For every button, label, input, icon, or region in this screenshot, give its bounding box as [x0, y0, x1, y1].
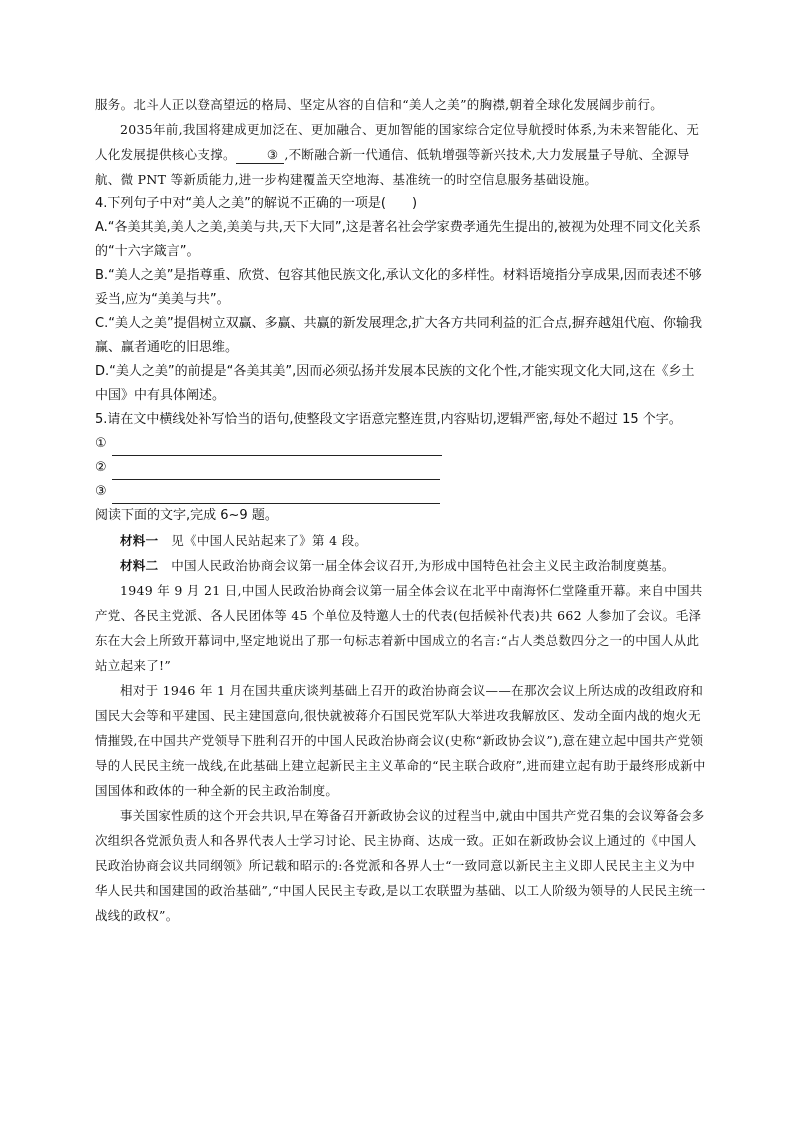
- question-4-stem: 4.下列句子中对“美人之美”的解说不正确的一项是( ): [95, 196, 418, 211]
- question-4-option-d: D.“美人之美”的前提是“各美其美”,因而必须弘扬并发展本民族的文化个性,才能实现文化大同,这在《乡土中国》中有具体阐述。: [95, 364, 695, 403]
- material-2-title: 中国人民政治协商会议第一届全体会议召开,为形成中国特色社会主义民主政治制度奠基。: [171, 558, 675, 573]
- reading-intro: 阅读下面的文字,完成 6~9 题。: [95, 508, 278, 523]
- passage-p2-after: ,不断融合新一代通信、低轨增强等新兴技术,大力发展量子导航、全源导航、微 PNT 等新质能力,进一步构建覆盖天空地海、基准统一的时空信息服务基础设施。: [95, 147, 690, 187]
- answer-label-1: ①: [95, 436, 107, 451]
- answer-underline-3: [112, 488, 440, 504]
- fill-blank-3: ③: [236, 146, 285, 164]
- material-2: [95, 553, 707, 578]
- material-1-label: 材料一: [120, 533, 159, 548]
- material-1: [95, 528, 707, 553]
- material-2-paragraph-1: 1949 年 9 月 21 日,中国人民政治协商会议第一届全体会议在北平中南海怀仁堂隆重开幕。来自中国共产党、各民主党派、各人民团体等 45 个单位及特邀人士的代表(包括候补代表)共 662 人参加了会议。毛泽东在大会上所致开幕词中,坚定地说出了那一句标志着新中国成立的名言:“占人类总数四分之一的中国人从此站立起来了!”: [95, 583, 703, 673]
- passage-line-1: 服务。北斗人正以登高望远的格局、坚定从容的自信和“美人之美”的胸襟,朝着全球化发展阔步前行。: [95, 97, 664, 112]
- answer-line-2: [95, 456, 707, 480]
- answer-line-1: [95, 432, 707, 456]
- answer-underline-1: [112, 440, 442, 456]
- material-2-paragraph-2: 相对于 1946 年 1 月在国共重庆谈判基础上召开的政治协商会议——在那次会议上所达成的改组政府和国民大会等和平建国、民主建国意向,很快就被蒋介石国民党军队大举进攻我解放区、发动全面内战的炮火无情摧毁,在中国共产党领导下胜利召开的中国人民政治协商会议(史称“新政协会议”),意在建立起中国共产党领导的人民民主统一战线,在此基础上建立起新民主主义革命的“民主联合政府”,进而建立起有助于最终形成新中国国体和政体的一种全新的民主政治制度。: [95, 683, 706, 798]
- question-4-option-c: C.“美人之美”提倡树立双赢、多赢、共赢的新发展理念,扩大各方共同利益的汇合点,摒弃越俎代庖、你输我赢、赢者通吃的旧思维。: [95, 316, 702, 355]
- passage-p2-before: 2035年前,我国将建成更加泛在、更加融合、更加智能的国家综合定位导航授时体系,为未来智能化、无人化发展提供核心支撑。: [95, 122, 700, 162]
- passage-paragraph-2: [95, 117, 707, 192]
- page-content: [95, 92, 707, 928]
- answer-label-3: ③: [95, 484, 107, 499]
- answer-label-2: ②: [95, 460, 107, 475]
- material-2-label: 材料二: [120, 558, 159, 573]
- material-1-text: 见《中国人民站起来了》第 4 段。: [171, 533, 368, 548]
- question-5-stem: 5.请在文中横线处补写恰当的语句,使整段文字语意完整连贯,内容贴切,逻辑严密,每处不超过 15 个字。: [95, 412, 682, 427]
- question-4-option-a: A.“各美其美,美人之美,美美与共,天下大同”,这是著名社会学家费孝通先生提出的,被视为处理不同文化关系的“十六字箴言”。: [95, 220, 701, 259]
- answer-line-3: [95, 480, 707, 504]
- answer-underline-2: [112, 464, 440, 480]
- material-2-paragraph-3: 事关国家性质的这个开会共识,早在筹备召开新政协会议的过程当中,就由中国共产党召集的会议筹备会多次组织各党派负责人和各界代表人士学习讨论、民主协商、达成一致。正如在新政协会议上通过的《中国人民政治协商会议共同纲领》所记载和昭示的:各党派和各界人士“一致同意以新民主主义即人民民主主义为中华人民共和国建国的政治基础”,“中国人民民主专政,是以工农联盟为基础、以工人阶级为领导的人民民主统一战线的政权”。: [95, 808, 706, 923]
- question-4-option-b: B.“美人之美”是指尊重、欣赏、包容其他民族文化,承认文化的多样性。材料语境指分享成果,因而表述不够妥当,应为“美美与共”。: [95, 268, 702, 307]
